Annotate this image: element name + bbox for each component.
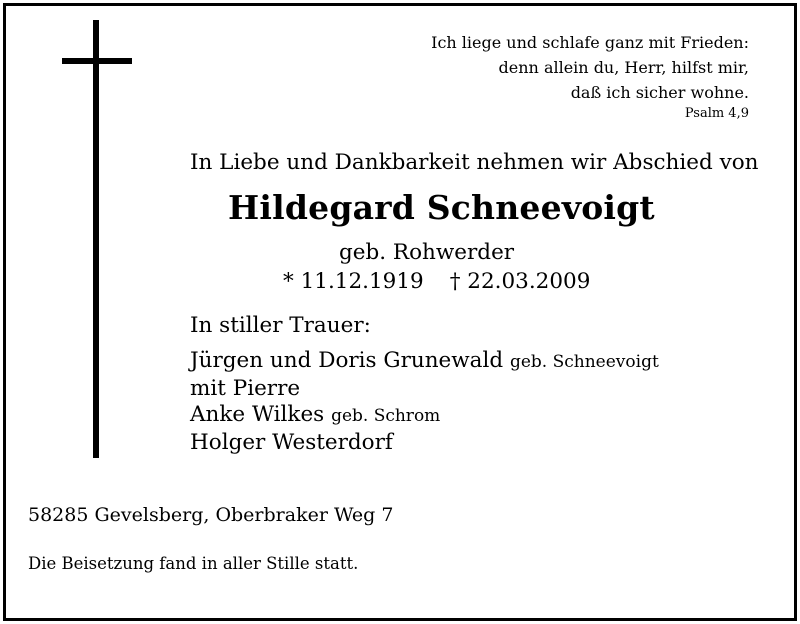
- mourner-line: [190, 402, 659, 430]
- mourner-line: [190, 376, 659, 403]
- birth-date: * 11.12.1919: [283, 269, 424, 294]
- burial-note: Die Beisetzung fand in aller Stille statt.: [28, 554, 359, 573]
- psalm-line: denn allein du, Herr, hilfst mir,: [498, 58, 749, 77]
- psalm-line: daß ich sicher wohne.: [570, 83, 749, 102]
- mourner-note: geb. Schrom: [331, 406, 441, 426]
- mourning-heading: In stiller Trauer:: [190, 313, 371, 338]
- death-date: † 22.03.2009: [449, 269, 591, 294]
- intro-text: In Liebe und Dankbarkeit nehmen wir Abschied von: [190, 150, 759, 175]
- mourner-name: Holger Westerdorf: [190, 429, 393, 455]
- psalm-reference: Psalm 4,9: [684, 106, 749, 121]
- mourner-line: [190, 430, 659, 457]
- birth-name: geb. Rohwerder: [339, 240, 515, 265]
- mourner-name: Anke Wilkes: [190, 402, 325, 427]
- life-dates: [283, 267, 590, 297]
- deceased-name: Hildegard Schneevoigt: [228, 188, 655, 227]
- mourners-list: [190, 348, 659, 456]
- mourner-name: mit Pierre: [190, 375, 301, 401]
- mourner-line: [190, 348, 659, 376]
- psalm-line: Ich liege und schlafe ganz mit Frieden:: [431, 33, 749, 52]
- mourner-name: Jürgen und Doris Grunewald: [190, 348, 504, 373]
- cross-icon: [93, 20, 99, 458]
- address: 58285 Gevelsberg, Oberbraker Weg 7: [28, 504, 394, 526]
- psalm-quote: [431, 30, 749, 122]
- cross-icon-bar: [62, 58, 132, 64]
- mourner-note: geb. Schneevoigt: [509, 352, 659, 372]
